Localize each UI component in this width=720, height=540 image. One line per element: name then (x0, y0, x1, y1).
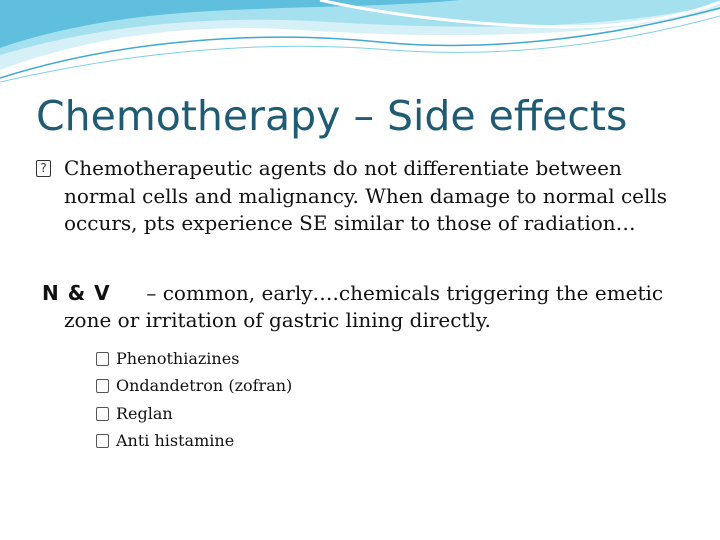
list-item (96, 345, 696, 373)
paragraph-chemo-agents (36, 155, 696, 238)
paragraph-chemo-agents-text: Chemotherapeutic agents do not differentiate between normal cells and malignancy. When damage to normal cells occurs, pts experience SE similar to those of radiation… (64, 156, 668, 235)
slide-title: Chemotherapy – Side effects (36, 92, 628, 140)
header-wave-decoration (0, 0, 720, 90)
list-item (96, 372, 696, 400)
slide-body (36, 155, 696, 455)
list-item-label: Reglan (116, 403, 173, 423)
antiemetic-list (36, 345, 696, 455)
paragraph-nausea-vomiting (36, 280, 696, 335)
list-item-label: Anti histamine (116, 431, 235, 450)
checkbox-bullet-icon (96, 352, 109, 366)
checkbox-bullet-icon (96, 407, 109, 421)
list-item-label: Phenothiazines (116, 348, 240, 368)
nv-text: – common, early….chemicals triggering the emetic zone or irritation of gastric lining directly. (64, 280, 664, 332)
list-item-label: Ondandetron (zofran) (116, 376, 293, 395)
list-item (96, 400, 696, 428)
checkbox-bullet-icon (96, 434, 109, 448)
list-item (96, 427, 696, 455)
checkbox-bullet-icon (96, 379, 109, 393)
bullet-box-icon: ? (36, 160, 51, 177)
nv-label: N & V (42, 280, 111, 305)
